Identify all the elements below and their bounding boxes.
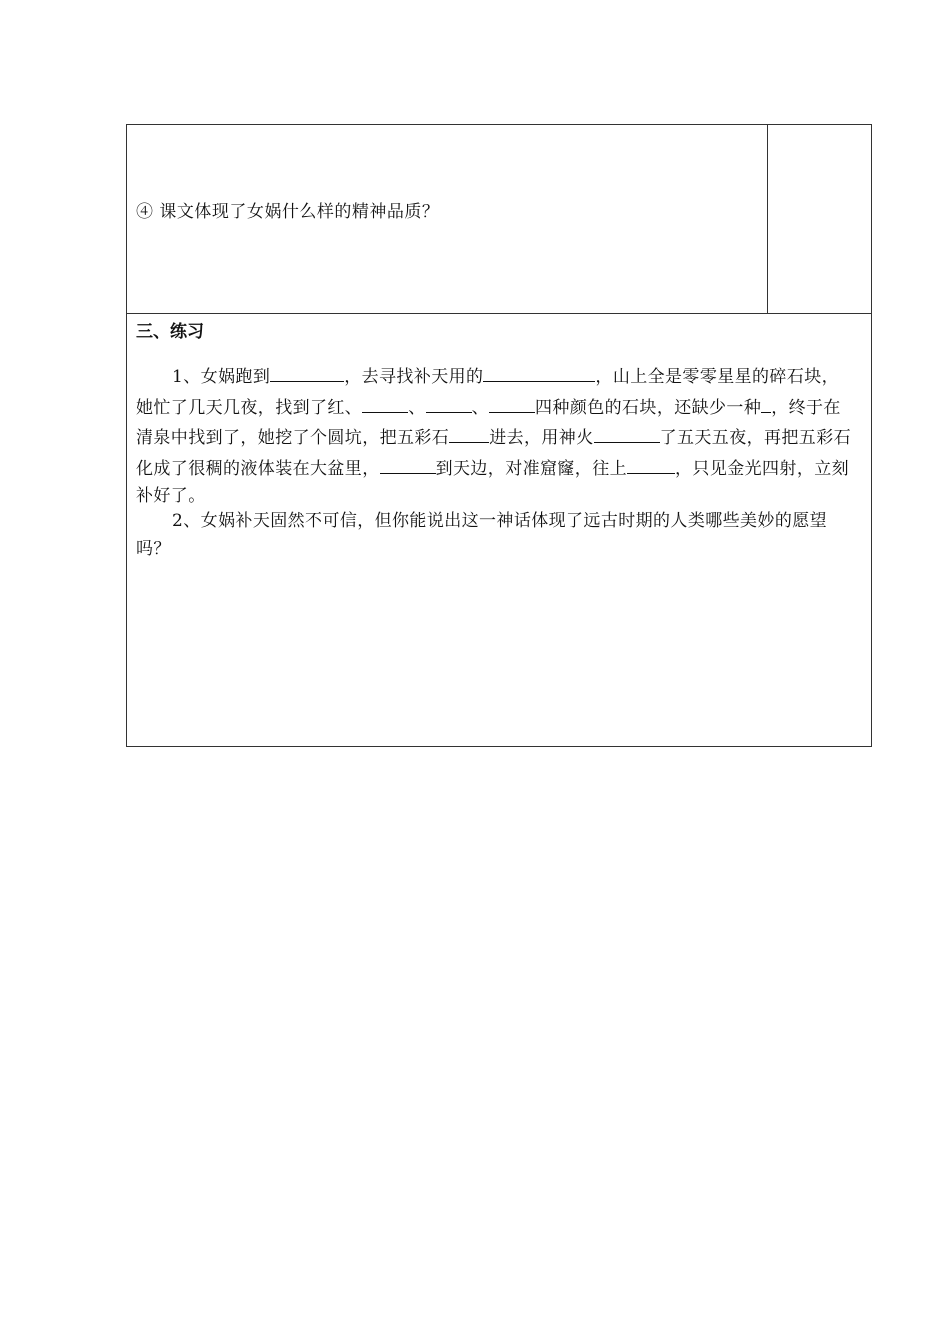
section-heading: 三、练习: [136, 322, 204, 342]
fill-blank[interactable]: [449, 422, 489, 443]
exercise-1-text: 进去，用神火: [489, 428, 594, 448]
question-4: ④ 课文体现了女娲什么样的精神品质？: [136, 202, 440, 222]
fill-blank[interactable]: [362, 392, 408, 413]
fill-blank[interactable]: [761, 392, 771, 413]
fill-blank[interactable]: [483, 361, 595, 382]
exercise-2-text: 2、女娲补天固然不可信，但你能说出这一神话体现了远古时期的人类哪些美妙的愿望吗？: [136, 511, 828, 559]
fill-blank[interactable]: [627, 453, 675, 474]
fill-blank[interactable]: [489, 392, 535, 413]
fill-blank[interactable]: [426, 392, 472, 413]
fill-blank[interactable]: [594, 422, 660, 443]
exercise-1-text: 四种颜色的石块，还缺少一种: [535, 397, 762, 418]
fill-blank[interactable]: [380, 453, 436, 474]
exercise-1-text: ，山上全是零零星星的碎石块，她忙了几天几夜，找到了红、: [136, 367, 840, 418]
exercise-1-text: 1、女娲跑到: [172, 367, 271, 387]
exercise-1-text: 、: [471, 397, 490, 418]
exercise-1-text: ，终于在清泉中找到了，她挖了个圆坑，把五彩石: [136, 397, 841, 448]
exercise-1-text: ，去寻找补天用的: [344, 367, 484, 387]
question-row: [126, 124, 872, 314]
exercise-1-text: ，只见金光四射，立刻补好了。: [136, 458, 850, 506]
exercise-1-text: 了五天五夜，再把五彩石化成了很稠的液体装在大盆里，: [136, 428, 852, 479]
worksheet-table: [126, 124, 872, 748]
exercise-1-text: 到天边，对准窟窿，往上: [435, 458, 628, 479]
practice-section: [126, 313, 872, 747]
exercise-1-text: 、: [408, 397, 426, 418]
fill-blank[interactable]: [270, 361, 344, 382]
exercise-1: [136, 361, 856, 511]
exercise-2: [136, 508, 856, 563]
column-divider: [767, 125, 768, 313]
